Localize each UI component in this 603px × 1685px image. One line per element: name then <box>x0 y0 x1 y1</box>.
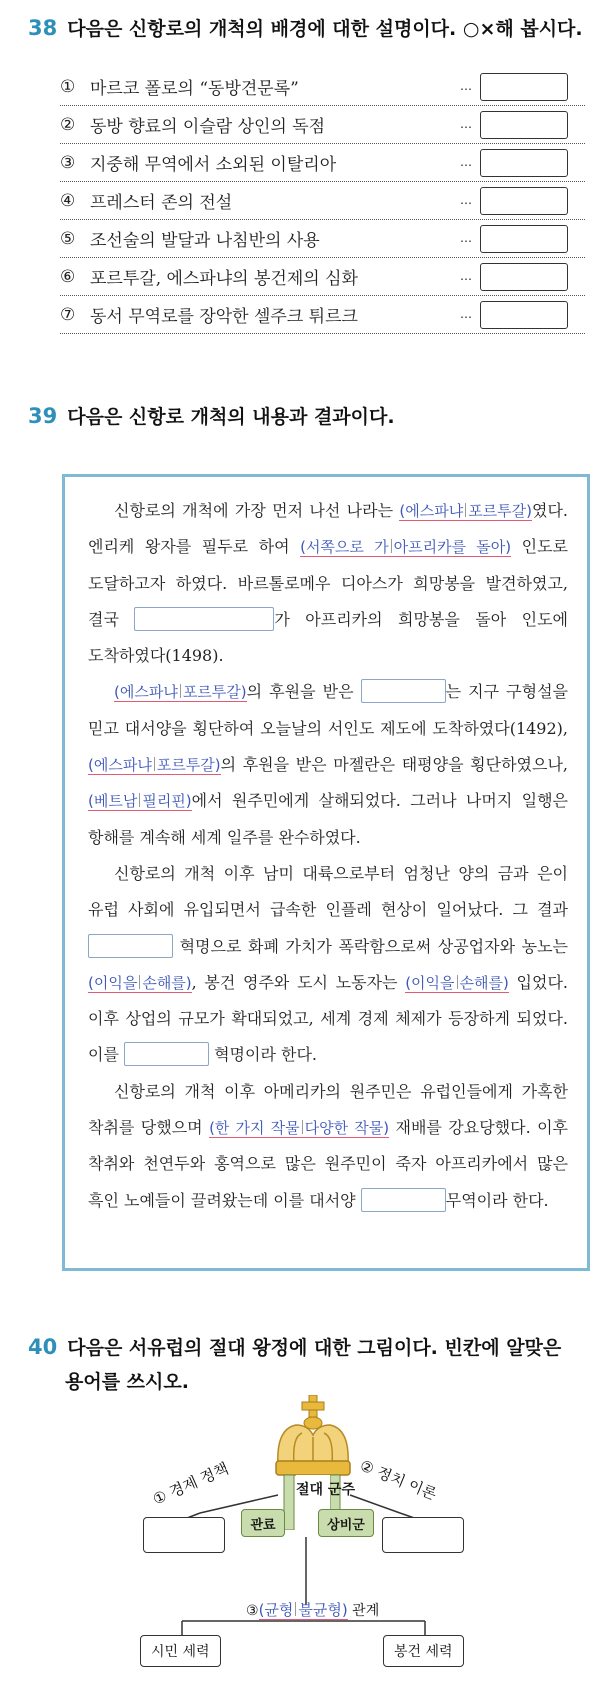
ox-answer-box[interactable] <box>480 301 568 329</box>
q40-title-line2: 용어를 쓰시오. <box>65 1371 189 1393</box>
text: 혁명이라 한다. <box>209 1045 317 1065</box>
q38-list <box>60 68 585 334</box>
text: 인도로 도달하고자 하였다. 바르톨로메우 디아스가 희망봉을 발견하였고, 결국 <box>88 537 568 629</box>
item-text: 조선술의 발달과 나침반의 사용 <box>90 231 320 251</box>
leader-dots: ⋯ <box>460 158 472 172</box>
leader-dots: ⋯ <box>460 310 472 324</box>
text: 입었다. 이후 상업의 규모가 확대되었고, 세계 경제 체제가 등장하게 되었다. 이를 <box>88 972 568 1065</box>
text: 의 후원을 받은 마젤란은 태평양을 횡단하였으나, <box>220 755 568 775</box>
relation-suffix: 관계 <box>347 1603 380 1619</box>
ox-answer-box[interactable] <box>480 149 568 177</box>
choice-b: 불균형) <box>298 1601 348 1619</box>
item-text: 마르코 폴로의 “동방견문록” <box>90 79 299 99</box>
q38-heading <box>28 14 583 41</box>
answer-blank-vasco[interactable] <box>134 607 274 631</box>
text: 였다. 엔리케 왕자를 필두로 하여 <box>88 501 568 557</box>
answer-box-economic-policy[interactable] <box>143 1517 225 1553</box>
text: , 봉건 영주와 도시 노동자는 <box>191 972 406 992</box>
item-number: ⑤ <box>60 228 76 249</box>
citizen-force-box: 시민 세력 <box>140 1635 221 1667</box>
choice-a: (한 가지 작물 <box>209 1119 300 1138</box>
relation-number: ③ <box>246 1603 259 1619</box>
separator <box>465 503 466 517</box>
item-number: ③ <box>60 152 76 173</box>
leader-dots: ⋯ <box>460 272 472 286</box>
ox-answer-box[interactable] <box>480 187 568 215</box>
text: 가 아프리카의 희망봉을 돌아 인도에 도착하였다(1498). <box>88 609 569 666</box>
item-number: ① <box>60 76 76 97</box>
choice-spain-portugal[interactable] <box>399 502 532 521</box>
q39-heading <box>28 402 395 429</box>
choice-spain-portugal[interactable] <box>114 683 247 702</box>
answer-blank-price[interactable] <box>88 934 173 958</box>
q39-passage-box <box>62 474 590 1271</box>
choice-a: (에스파냐 <box>88 756 152 775</box>
leader-dots: ⋯ <box>460 82 472 96</box>
absolute-monarch-label: 절대 군주 <box>296 1482 355 1498</box>
q38-item <box>60 106 585 144</box>
leader-dots: ⋯ <box>460 234 472 248</box>
text: 의 후원을 받은 <box>246 682 361 702</box>
q38-item <box>60 220 585 258</box>
q39-number: 39 <box>28 404 58 428</box>
separator <box>295 1602 296 1616</box>
answer-blank-triangle[interactable] <box>361 1188 446 1212</box>
feudal-force-box: 봉건 세력 <box>383 1635 464 1667</box>
political-theory-label: ② 정치 이론 <box>357 1456 440 1504</box>
q40-heading <box>28 1330 561 1399</box>
q39-title: 다음은 신항로 개척의 내용과 결과이다. <box>67 406 395 428</box>
choice-spain-portugal[interactable] <box>88 756 221 775</box>
text: 는 지구 구형설을 믿고 대서양을 횡단하여 오늘날의 서인도 제도에 도착하였다(1492), <box>88 682 568 738</box>
q38-item <box>60 296 585 334</box>
item-number: ④ <box>60 190 76 211</box>
item-number: ⑦ <box>60 304 76 325</box>
q39-paragraph-4 <box>88 1074 568 1219</box>
separator <box>457 975 458 989</box>
text: 무역이라 한다. <box>445 1190 549 1210</box>
leader-dots: ⋯ <box>460 120 472 134</box>
q38-item <box>60 144 585 182</box>
ox-answer-box[interactable] <box>480 111 568 139</box>
q40-number: 40 <box>28 1335 58 1359</box>
ox-answer-box[interactable] <box>480 263 568 291</box>
item-number: ② <box>60 114 76 135</box>
choice-crop[interactable] <box>209 1119 389 1138</box>
text: 신항로의 개척 이후 아메리카의 원주민은 유럽인들에게 가혹한 착취를 당했으며 <box>88 1081 568 1138</box>
choice-route[interactable] <box>300 538 511 557</box>
q40-diagram <box>0 1395 603 1685</box>
economic-policy-label: ① 경제 정책 <box>150 1459 232 1509</box>
separator <box>154 757 155 771</box>
relation-label <box>246 1599 379 1620</box>
choice-b: 아프리카를 돌아) <box>393 538 512 557</box>
item-text: 포르투갈, 에스파냐의 봉건제의 심화 <box>90 269 358 289</box>
item-text: 지중해 무역에서 소외된 이탈리아 <box>90 155 337 175</box>
choice-balance[interactable] <box>259 1601 348 1620</box>
choice-b: 손해를) <box>459 973 509 992</box>
item-number: ⑥ <box>60 266 76 287</box>
q38-number: 38 <box>28 16 58 40</box>
answer-box-political-theory[interactable] <box>382 1517 464 1553</box>
ox-answer-box[interactable] <box>480 225 568 253</box>
choice-b: 다양한 작물) <box>304 1119 390 1138</box>
choice-b: 손해를) <box>142 973 192 992</box>
choice-a: (에스파냐 <box>399 502 464 520</box>
choice-a: (베트남 <box>88 792 138 811</box>
separator <box>391 539 392 553</box>
q40-title-line1: 다음은 서유럽의 절대 왕정에 대한 그림이다. 빈칸에 알맞은 <box>67 1337 562 1359</box>
q38-item <box>60 68 585 106</box>
answer-blank-columbus[interactable] <box>361 679 446 703</box>
standing-army-box: 상비군 <box>318 1509 374 1537</box>
choice-b: 포르투갈) <box>182 683 247 702</box>
q39-paragraph-2 <box>88 674 568 855</box>
choice-a: (에스파냐 <box>114 683 178 702</box>
bureaucracy-box: 관료 <box>241 1509 285 1537</box>
text: 재배를 강요당했다. 이후 착취와 천연두와 홍역으로 많은 원주민이 죽자 아프리카에서 많은 흑인 노예들이 끌려왔는데 이를 대서양 <box>88 1118 568 1210</box>
choice-a: (이익을 <box>405 973 455 992</box>
q39-paragraph-3 <box>88 856 568 1074</box>
answer-blank-commercial[interactable] <box>124 1042 209 1066</box>
q39-paragraph-1 <box>88 493 568 674</box>
separator <box>180 684 181 698</box>
choice-a: (서쪽으로 가 <box>300 538 389 557</box>
q38-title: 다음은 신항로의 개척의 배경에 대한 설명이다. ○×해 봅시다. <box>67 18 583 40</box>
text: 에서 원주민에게 살해되었다. 그러나 나머지 일행은 항해를 계속해 세계 일주를 완수하였다. <box>88 791 568 847</box>
item-text: 프레스터 존의 전설 <box>90 193 233 213</box>
q38-item <box>60 258 585 296</box>
item-text: 동방 향료의 이슬람 상인의 독점 <box>90 117 326 137</box>
separator <box>139 793 140 807</box>
choice-a: (균형 <box>258 1601 294 1619</box>
separator <box>302 1120 303 1134</box>
choice-gain-loss[interactable] <box>88 974 192 993</box>
q39-passage <box>88 493 568 1219</box>
ox-answer-box[interactable] <box>480 73 568 101</box>
q38-item <box>60 182 585 220</box>
choice-b: 포르투갈) <box>156 756 221 775</box>
item-text: 동서 무역로를 장악한 셀주크 튀르크 <box>90 307 358 327</box>
text: 신항로의 개척 이후 남미 대륙으로부터 엄청난 양의 금과 은이 유럽 사회에 유입되면서 급속한 인플레 현상이 일어났다. 그 결과 <box>88 863 568 920</box>
text: 혁명으로 화폐 가치가 폭락함으로써 상공업자와 농노는 <box>173 936 568 956</box>
choice-gain-loss[interactable] <box>405 974 509 993</box>
choice-vietnam-philippines[interactable] <box>88 792 192 811</box>
text: 신항로의 개척에 가장 먼저 나선 나라는 <box>114 501 400 520</box>
leader-dots: ⋯ <box>460 196 472 210</box>
choice-a: (이익을 <box>88 973 138 992</box>
choice-b: 포르투갈) <box>468 502 532 520</box>
separator <box>139 975 140 989</box>
choice-b: 필리핀) <box>142 792 192 811</box>
